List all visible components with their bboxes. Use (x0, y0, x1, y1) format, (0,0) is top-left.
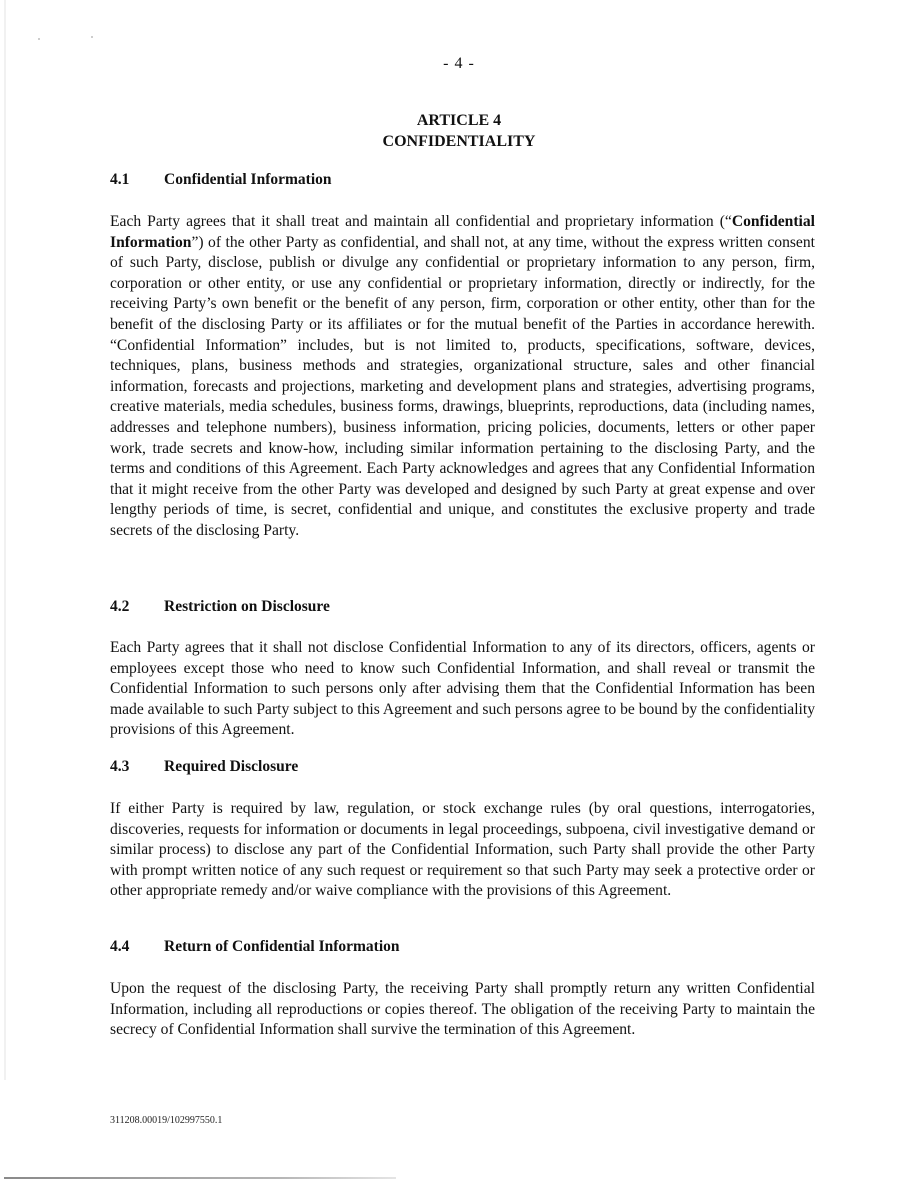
section-number: 4.3 (110, 758, 130, 775)
section-heading-4-4 (110, 937, 400, 957)
section-body-4-2: Each Party agrees that it shall not disclose Confidential Information to any of its directors, officers, agents or employees except those who need to know such Confidential Information, and shall reveal or transmit the Confidential Information to such persons only after advising them that the Confidential Information has been made available to such Party subject to this Agreement and such persons agree to be bound by the confidentiality provisions of this Agreement. (110, 639, 815, 739)
section-title: Confidential Information (164, 171, 332, 188)
section-title: Required Disclosure (164, 758, 299, 775)
section-title: Restriction on Disclosure (164, 598, 330, 615)
section-body-4-3: If either Party is required by law, regulation, or stock exchange rules (by oral questions, interrogatories, discoveries, requests for information or documents in legal proceedings, subpoena, civil investigative demand or similar process) to disclose any part of the Confidential Information, such Party shall provide the other Party with prompt written notice of any such request or requirement so that such Party may seek a protective order or other appropriate remedy and/or waive compliance with the provisions of this Agreement. (110, 800, 815, 900)
body-text: Each Party agrees that it shall treat and maintain all confidential and proprietary information (“ (110, 213, 732, 230)
article-title: ARTICLE 4 (416, 112, 502, 129)
section-heading-4-2 (110, 597, 330, 617)
section-title: Return of Confidential Information (164, 938, 400, 955)
scan-page-edge (4, 0, 6, 1080)
section-number: 4.4 (110, 938, 130, 955)
body-text: ”) of the other Party as confidential, and shall not, at any time, without the express written consent of such Party, disclose, publish or divulge any confidential or proprietary information to any person, firm, corporation or other entity, or use any confidential or proprietary information, directly or indirectly, for the receiving Party’s own benefit or the benefit of any person, firm, corporation or other entity, other than for the benefit of the disclosing Party or its affiliates or for the mutual benefit of the Parties in accordance herewith. “Confidential Information” includes, but is not limited to, products, specifications, software, devices, techniques, plans, business methods and strategies, organizational structure, sales and other financial information, forecasts and projections, marketing and development plans and strategies, advertising programs, creative materials, media schedules, business forms, drawings, blueprints, reproductions, data (including names, addresses and telephone numbers), business information, pricing policies, documents, letters or other paper work, trade secrets and know-how, including similar information pertaining to the disclosing Party, and the terms and conditions of this Agreement. Each Party acknowledges and agrees that any Confidential Information that it might receive from the other Party was developed and designed by such Party at great expense and over lengthy periods of time, is secret, confidential and unique, and constitutes the exclusive property and trade secrets of the disclosing Party. (110, 233, 815, 539)
scan-speck (38, 38, 40, 40)
section-body-4-1 (110, 212, 815, 542)
defined-term: Confidential Information (110, 213, 815, 251)
section-body-4-4: Upon the request of the disclosing Party, the receiving Party shall promptly return any written Confidential Information, including all reproductions or copies thereof. The obligation of the receiving Party to maintain the secrecy of Confidential Information shall survive the termination of this Agreement. (110, 980, 815, 1039)
scan-speck (91, 36, 93, 38)
page-number: - 4 - (443, 55, 475, 72)
section-heading-4-1 (110, 170, 332, 190)
article-heading (0, 110, 918, 152)
scan-bottom-edge (4, 1177, 396, 1179)
section-heading-4-3 (110, 757, 298, 777)
section-number: 4.2 (110, 598, 130, 615)
section-number: 4.1 (110, 171, 130, 188)
article-subtitle: CONFIDENTIALITY (382, 133, 536, 150)
document-footer-id: 311208.00019/102997550.1 (110, 1115, 223, 1126)
